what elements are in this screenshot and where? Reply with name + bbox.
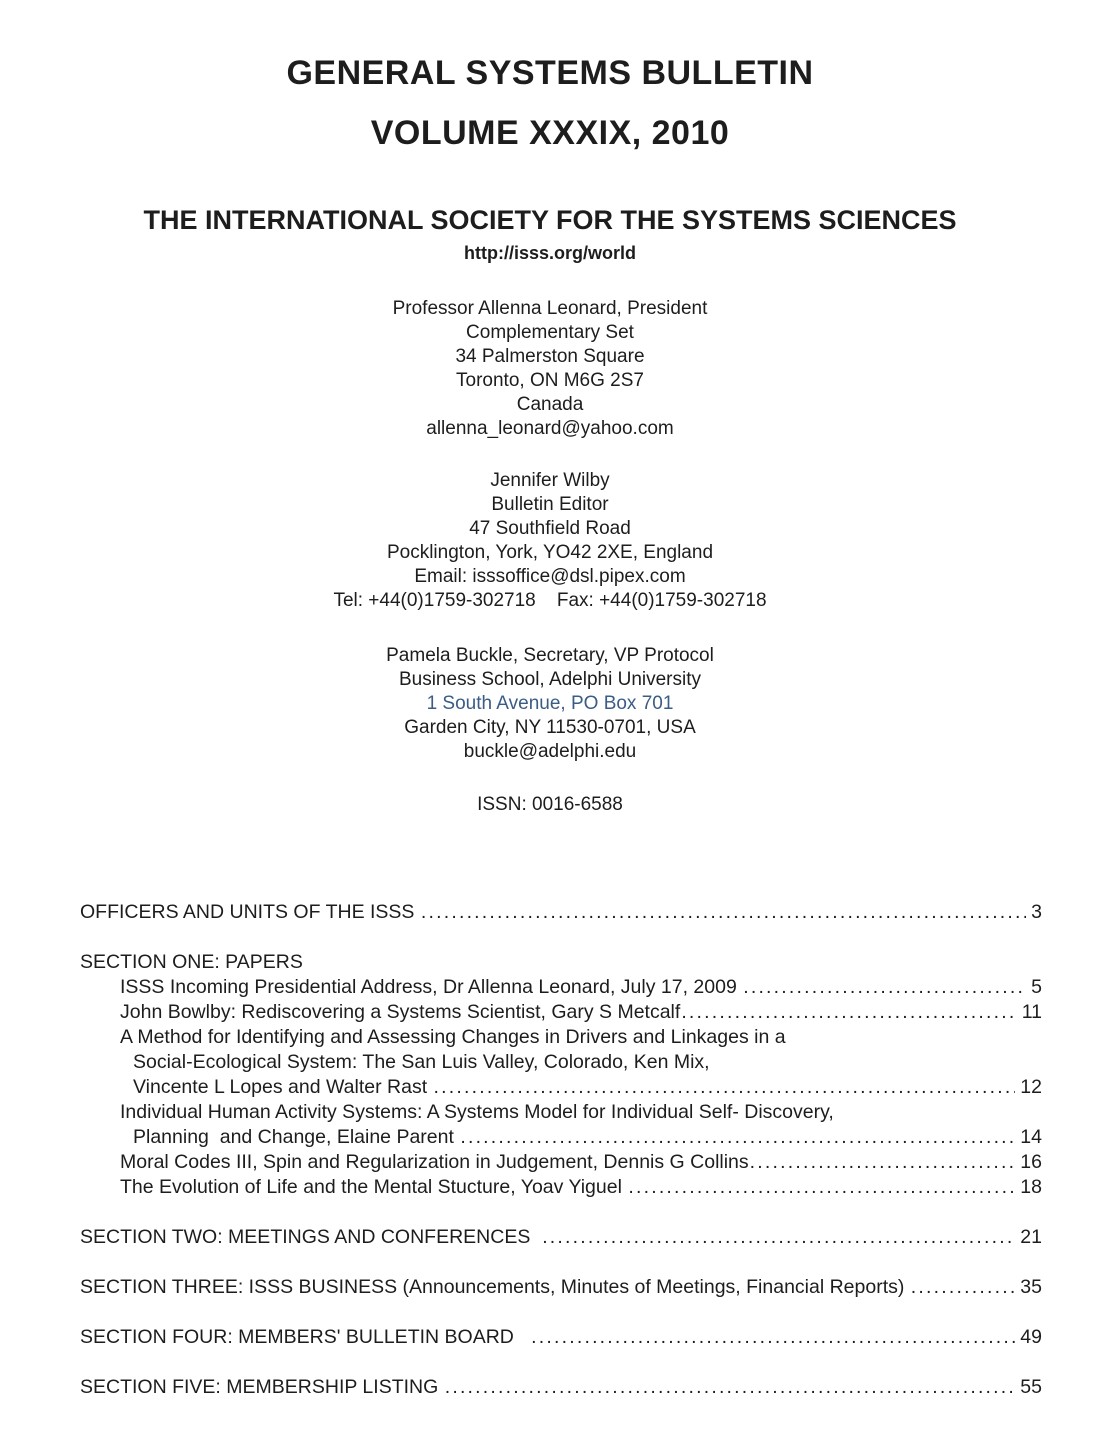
editor-contact-block [0,469,1100,613]
toc-entry-title: John Bowlby: Rediscovering a Systems Scientist, Gary S Metcalf [120,1001,681,1023]
toc-entry [80,1075,1042,1100]
toc-entry [80,1325,1042,1350]
contact-line: 47 Southfield Road [469,518,631,539]
toc-entry-title: SECTION THREE: ISSS BUSINESS (Announcements, Minutes of Meetings, Financial Reports) [80,1276,910,1298]
issn-number: ISSN: 0016-6588 [477,794,623,815]
toc-entry-title: Planning and Change, Elaine Parent [133,1126,460,1148]
toc-entry-title: Social-Ecological System: The San Luis Valley, Colorado, Ken Mix, [133,1051,710,1073]
dot-leader [628,1175,1015,1200]
toc-entry-title: SECTION FIVE: MEMBERSHIP LISTING [80,1376,444,1398]
contact-phone: Tel: +44(0)1759-302718 Fax: +44(0)1759-302718 [333,590,767,611]
contact-email: allenna_leonard@yahoo.com [426,418,674,439]
toc-page-number: 35 [1020,1276,1042,1298]
toc-entry [80,1100,1042,1125]
dot-leader [743,975,1026,1000]
dot-leader [542,1225,1015,1250]
toc-page-number: 18 [1020,1176,1042,1198]
president-contact-block [0,297,1100,441]
toc-entry [80,1175,1042,1200]
dot-leader [434,1075,1016,1100]
toc-page-number: 3 [1031,901,1042,923]
toc-entry [80,1125,1042,1150]
dot-leader [911,1275,1016,1300]
contact-line: Complementary Set [466,322,634,343]
toc-entry-title: SECTION FOUR: MEMBERS' BULLETIN BOARD [80,1326,531,1348]
toc-entry-title: SECTION TWO: MEETINGS AND CONFERENCES [80,1226,542,1248]
contact-line: Pocklington, York, YO42 2XE, England [386,542,714,563]
dot-leader [681,1000,1016,1025]
toc-page-number: 21 [1020,1226,1042,1248]
toc-entry-title: ISSS Incoming Presidential Address, Dr Allenna Leonard, July 17, 2009 [120,976,743,998]
toc-page-number: 55 [1020,1376,1042,1398]
volume-subtitle: VOLUME XXXIX, 2010 [370,114,730,152]
page-title: GENERAL SYSTEMS BULLETIN [286,54,814,92]
contact-line: Pamela Buckle, Secretary, VP Protocol [386,645,714,666]
toc-page-number: 49 [1020,1326,1042,1348]
toc-entry-title: Moral Codes III, Spin and Regularization in Judgement, Dennis G Collins [120,1151,749,1173]
toc-entry [80,950,1042,975]
toc-entry-title: SECTION ONE: PAPERS [80,951,303,973]
dot-leader [421,900,1026,925]
secretary-contact-block [0,644,1100,764]
toc-page-number: 11 [1021,1001,1042,1023]
toc-entry [80,1225,1042,1250]
toc-entry-title: OFFICERS AND UNITS OF THE ISSS [80,901,420,923]
contact-line: Canada [516,394,584,415]
toc-entry-title: The Evolution of Life and the Mental Stucture, Yoav Yiguel [120,1176,628,1198]
toc-entry [80,1150,1042,1175]
contact-line: Business School, Adelphi University [398,669,702,690]
toc-entry [80,1000,1042,1025]
society-name: THE INTERNATIONAL SOCIETY FOR THE SYSTEMS SCIENCES [143,205,957,235]
dot-leader [750,1150,1016,1175]
toc-entry [80,975,1042,1000]
contact-line: Jennifer Wilby [490,470,610,491]
dot-leader [460,1125,1015,1150]
contact-line: 34 Palmerston Square [455,346,645,367]
toc-page-number: 16 [1020,1151,1042,1173]
toc-entry [80,1025,1042,1050]
address-line-highlighted: 1 South Avenue, PO Box 701 [426,693,674,714]
table-of-contents [0,900,1100,1400]
toc-entry-title: Individual Human Activity Systems: A Systems Model for Individual Self- Discovery, [120,1101,834,1123]
website-url: http://isss.org/world [463,243,636,263]
toc-entry-title: Vincente L Lopes and Walter Rast [133,1076,433,1098]
toc-page-number: 12 [1020,1076,1042,1098]
contact-line: Toronto, ON M6G 2S7 [456,370,644,391]
contact-line: Bulletin Editor [491,494,609,515]
dot-leader [445,1375,1016,1400]
contact-email: Email: isssoffice@dsl.pipex.com [414,566,686,587]
toc-page-number: 5 [1031,976,1042,998]
toc-page-number: 14 [1020,1126,1042,1148]
toc-entry [80,900,1042,925]
toc-entry [80,1050,1042,1075]
toc-entry [80,1275,1042,1300]
contact-line: Professor Allenna Leonard, President [392,298,708,319]
dot-leader [531,1325,1015,1350]
contact-line: Garden City, NY 11530-0701, USA [404,717,696,738]
contact-email: buckle@adelphi.edu [463,741,637,762]
toc-entry [80,1375,1042,1400]
toc-entry-title: A Method for Identifying and Assessing Changes in Drivers and Linkages in a [120,1026,786,1048]
